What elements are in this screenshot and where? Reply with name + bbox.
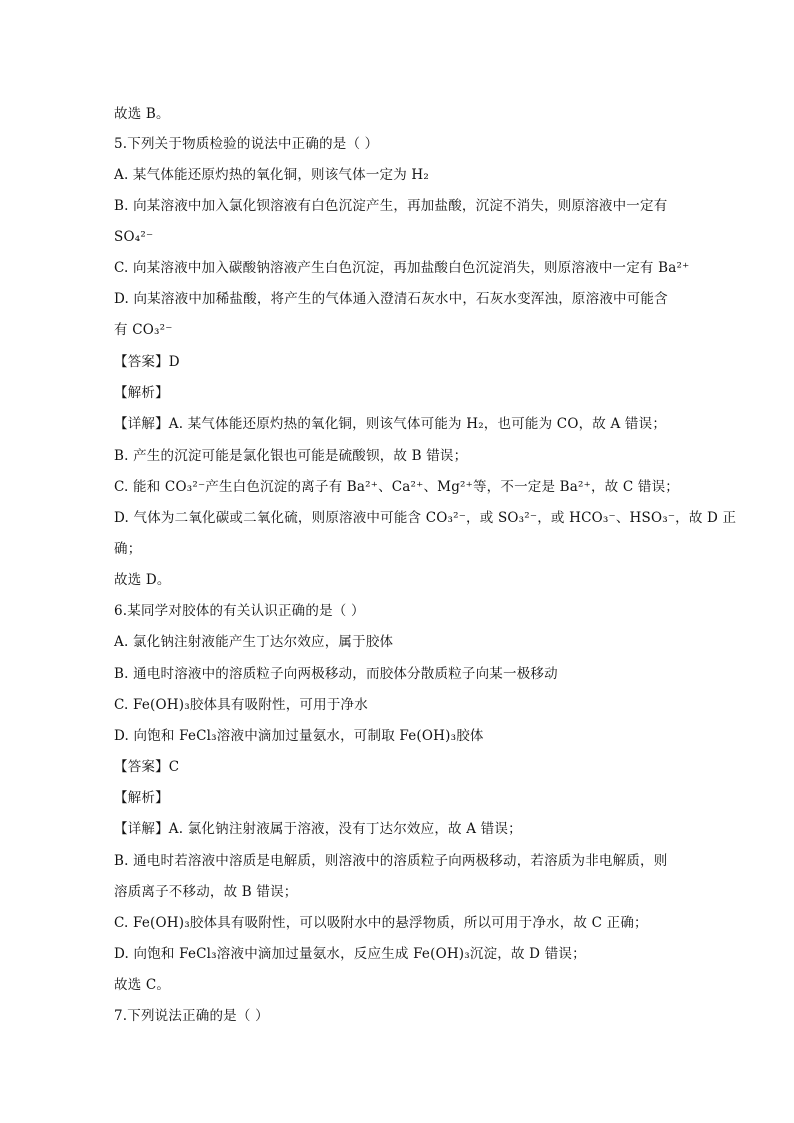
q5-detail-d-cont: 确； bbox=[114, 541, 142, 557]
q6-option-a: A. 氯化钠注射液能产生丁达尔效应，属于胶体 bbox=[114, 634, 394, 650]
q5-option-b: B. 向某溶液中加入氯化钡溶液有白色沉淀产生，再加盐酸，沉淀不消失，则原溶液中一定有 bbox=[114, 198, 668, 214]
q5-detail-a: 【详解】A. 某气体能还原灼热的氧化铜，则该气体可能为 H₂，也可能为 CO，故 A 错误； bbox=[114, 416, 667, 432]
question-5-stem: 5.下列关于物质检验的说法中正确的是（ ） bbox=[114, 136, 379, 152]
q6-conclusion: 故选 C。 bbox=[114, 977, 171, 993]
q5-analysis-heading: 【解析】 bbox=[114, 385, 169, 401]
q6-detail-a: 【详解】A. 氯化钠注射液属于溶液，没有丁达尔效应，故 A 错误； bbox=[114, 821, 522, 837]
q5-option-a: A. 某气体能还原灼热的氧化铜，则该气体一定为 H₂ bbox=[114, 167, 430, 183]
q6-option-c: C. Fe(OH)₃胶体具有吸附性，可用于净水 bbox=[114, 697, 368, 713]
q6-option-b: B. 通电时溶液中的溶质粒子向两极移动，而胶体分散质粒子向某一极移动 bbox=[114, 666, 558, 682]
question-6-stem: 6.某同学对胶体的有关认识正确的是（ ） bbox=[114, 603, 365, 619]
q6-detail-d: D. 向饱和 FeCl₃溶液中滴加过量氨水，反应生成 Fe(OH)₃沉淀，故 D 错误； bbox=[114, 946, 586, 962]
q5-detail-b: B. 产生的沉淀可能是氯化银也可能是硫酸钡，故 B 错误； bbox=[114, 448, 468, 464]
q5-conclusion: 故选 D。 bbox=[114, 572, 171, 588]
q5-option-d: D. 向某溶液中加稀盐酸，将产生的气体通入澄清石灰水中，石灰水变浑浊，原溶液中可能含 bbox=[114, 291, 668, 307]
q5-option-b-cont: SO₄²⁻ bbox=[114, 229, 154, 245]
q6-detail-b: B. 通电时若溶液中溶质是电解质，则溶液中的溶质粒子向两极移动，若溶质为非电解质，则 bbox=[114, 853, 668, 869]
q6-analysis-heading: 【解析】 bbox=[114, 790, 169, 806]
q5-detail-c: C. 能和 CO₃²⁻产生白色沉淀的离子有 Ba²⁺、Ca²⁺、Mg²⁺等，不一定是 Ba²⁺，故 C 错误； bbox=[114, 479, 679, 495]
q6-detail-b-cont: 溶质离子不移动，故 B 错误； bbox=[114, 884, 298, 900]
q5-option-c: C. 向某溶液中加入碳酸钠溶液产生白色沉淀，再加盐酸白色沉淀消失，则原溶液中一定有 Ba²⁺ bbox=[114, 260, 690, 276]
q5-detail-d: D. 气体为二氧化碳或二氧化硫，则原溶液中可能含 CO₃²⁻，或 SO₃²⁻，或 HCO₃⁻、HSO₃⁻，故 D 正 bbox=[114, 510, 737, 526]
q6-detail-c: C. Fe(OH)₃胶体具有吸附性，可以吸附水中的悬浮物质，所以可用于净水，故 C 正确； bbox=[114, 915, 648, 931]
q5-answer: 【答案】D bbox=[114, 354, 180, 370]
q5-option-d-cont: 有 CO₃²⁻ bbox=[114, 322, 173, 338]
q6-answer: 【答案】C bbox=[114, 759, 180, 775]
question-7-stem: 7.下列说法正确的是（ ） bbox=[114, 1008, 269, 1024]
text-line: 故选 B。 bbox=[114, 106, 170, 122]
q6-option-d: D. 向饱和 FeCl₃溶液中滴加过量氨水，可制取 Fe(OH)₃胶体 bbox=[114, 728, 484, 744]
